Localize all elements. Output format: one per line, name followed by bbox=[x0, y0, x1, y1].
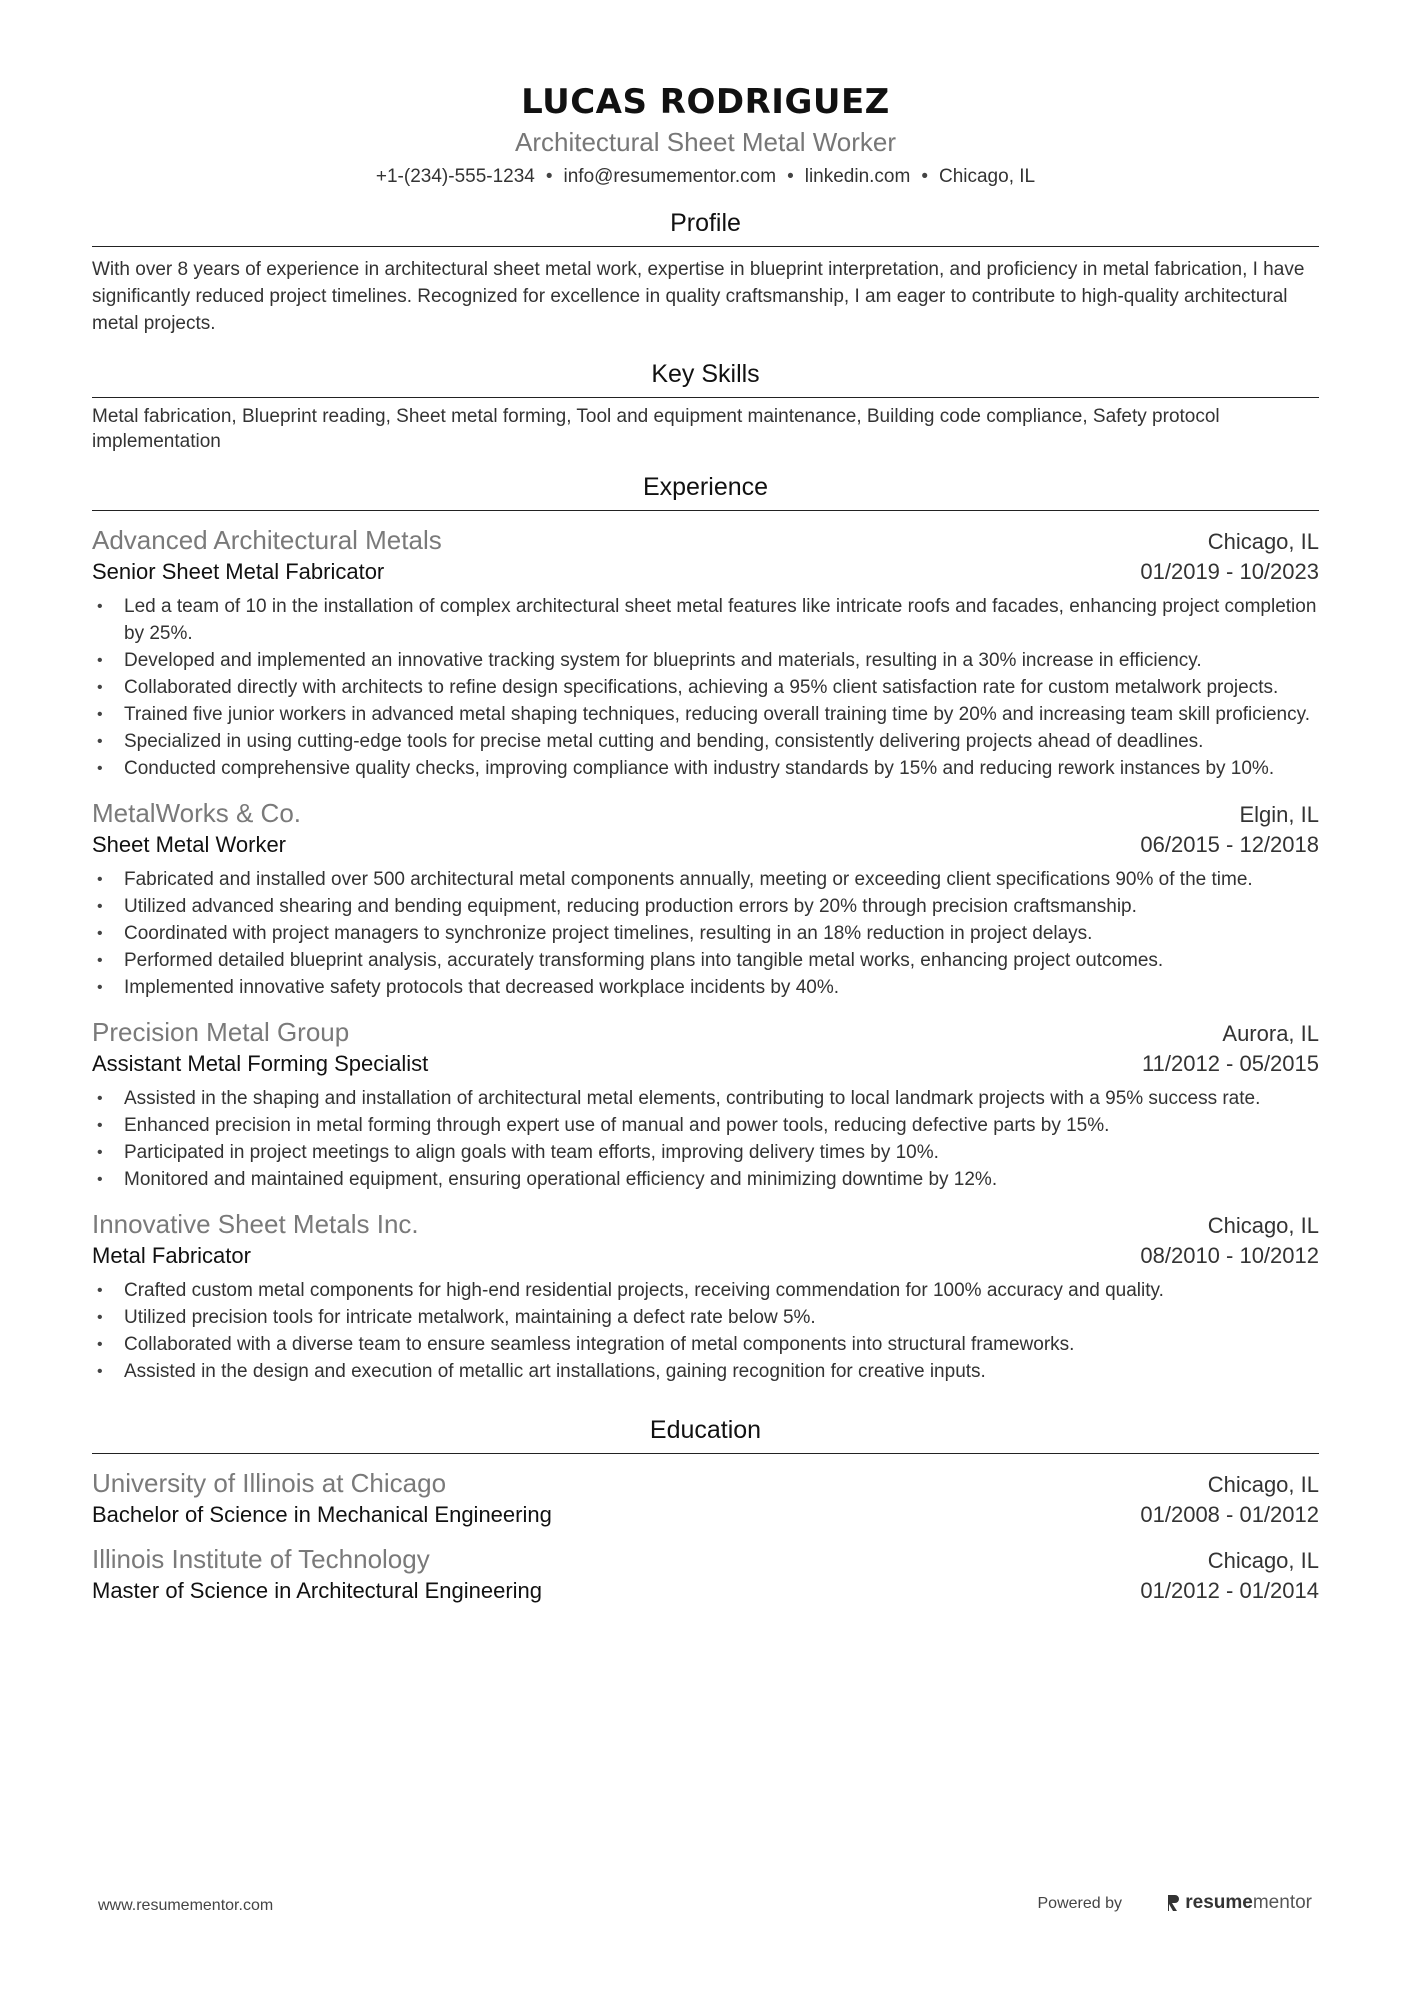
job-role: Sheet Metal Worker bbox=[92, 832, 287, 857]
skills-text: Metal fabrication, Blueprint reading, Sheet metal forming, Tool and equipment maintenance, Building code compliance, Safety protocol implementation bbox=[92, 406, 1220, 452]
phone: +1-(234)-555-1234 bbox=[375, 166, 535, 187]
job-location: Chicago, IL bbox=[1207, 529, 1319, 554]
education-list bbox=[92, 1466, 1319, 1606]
skills-heading: Key Skills bbox=[92, 357, 1319, 398]
experience-list bbox=[92, 523, 1319, 1385]
education-dates: 01/2012 - 01/2014 bbox=[1140, 1578, 1319, 1603]
bullet-item: • Enhanced precision in metal forming through expert use of manual and power tools, reducing defective parts by 15%. bbox=[92, 1112, 1319, 1139]
company-name: Innovative Sheet Metals Inc. bbox=[92, 1209, 419, 1239]
bullet-item: • Specialized in using cutting-edge tools for precise metal cutting and bending, consistently delivering projects ahead of deadlines. bbox=[92, 728, 1319, 755]
brand-bold: resume bbox=[1185, 1892, 1253, 1913]
bullet-item: • Fabricated and installed over 500 architectural metal components annually, meeting or exceeding client specifications 90% of the time. bbox=[92, 866, 1319, 893]
school-name: Illinois Institute of Technology bbox=[92, 1544, 430, 1574]
company-name: Precision Metal Group bbox=[92, 1017, 350, 1047]
bullet-item: • Collaborated directly with architects to refine design specifications, achieving a 95% client satisfaction rate for custom metalwork projects. bbox=[92, 674, 1319, 701]
company-name: MetalWorks & Co. bbox=[92, 798, 302, 828]
bullet-item: • Coordinated with project managers to synchronize project timelines, resulting in an 18% reduction in project delays. bbox=[92, 920, 1319, 947]
candidate-name: LUCAS RODRIGUEZ bbox=[521, 82, 890, 122]
job-title: Architectural Sheet Metal Worker bbox=[515, 127, 896, 157]
bullet-item: • Assisted in the shaping and installation of architectural metal elements, contributing to local landmark projects with a 95% success rate. bbox=[92, 1085, 1319, 1112]
separator-dot: • bbox=[787, 166, 794, 187]
bullet-item: • Utilized precision tools for intricate metalwork, maintaining a defect rate below 5%. bbox=[92, 1304, 1319, 1331]
experience-heading: Experience bbox=[92, 470, 1319, 511]
education-entry bbox=[92, 1542, 1319, 1606]
job-location: Aurora, IL bbox=[1222, 1021, 1319, 1046]
bullet-item: • Trained five junior workers in advanced metal shaping techniques, reducing overall training time by 20% and increasing team skill proficiency. bbox=[92, 701, 1319, 728]
school-name: University of Illinois at Chicago bbox=[92, 1468, 447, 1498]
resume-page bbox=[92, 80, 1319, 1606]
school-location: Chicago, IL bbox=[1207, 1472, 1319, 1497]
degree: Master of Science in Architectural Engineering bbox=[92, 1578, 543, 1603]
job-dates: 11/2012 - 05/2015 bbox=[1142, 1051, 1319, 1076]
bullet-item: • Performed detailed blueprint analysis, accurately transforming plans into tangible metal works, enhancing project outcomes. bbox=[92, 947, 1319, 974]
education-entry bbox=[92, 1466, 1319, 1530]
education-dates: 01/2008 - 01/2012 bbox=[1140, 1502, 1319, 1527]
bullet-item: • Utilized advanced shearing and bending equipment, reducing production errors by 20% through precision craftsmanship. bbox=[92, 893, 1319, 920]
job-role: Senior Sheet Metal Fabricator bbox=[92, 559, 385, 584]
contact-line bbox=[92, 164, 1319, 190]
job-dates: 06/2015 - 12/2018 bbox=[1140, 832, 1319, 857]
bullet-item: • Assisted in the design and execution of metallic art installations, gaining recognition for creative inputs. bbox=[92, 1358, 1319, 1385]
email[interactable]: info@resumementor.com bbox=[563, 166, 777, 187]
bullet-item: • Monitored and maintained equipment, ensuring operational efficiency and minimizing downtime by 12%. bbox=[92, 1166, 1319, 1193]
bullet-item: • Collaborated with a diverse team to ensure seamless integration of metal components into structural frameworks. bbox=[92, 1331, 1319, 1358]
job-bullets bbox=[92, 1277, 1319, 1385]
bullet-item: • Conducted comprehensive quality checks, improving compliance with industry standards by 15% and reducing rework instances by 10%. bbox=[92, 755, 1319, 782]
job-bullets bbox=[92, 1085, 1319, 1193]
bullet-item: • Implemented innovative safety protocols that decreased workplace incidents by 40%. bbox=[92, 974, 1319, 1001]
job-role: Metal Fabricator bbox=[92, 1243, 251, 1268]
linkedin-link[interactable]: linkedin.com bbox=[804, 166, 911, 187]
job-entry bbox=[92, 1207, 1319, 1385]
brand-logo[interactable] bbox=[1166, 1892, 1312, 1914]
location: Chicago, IL bbox=[938, 166, 1036, 187]
bullet-item: • Crafted custom metal components for high-end residential projects, receiving commendation for 100% accuracy and quality. bbox=[92, 1277, 1319, 1304]
footer bbox=[98, 1892, 1312, 1925]
job-entry bbox=[92, 1015, 1319, 1193]
brand-light: mentor bbox=[1252, 1892, 1312, 1913]
education-heading: Education bbox=[92, 1413, 1319, 1454]
job-location: Elgin, IL bbox=[1239, 802, 1319, 827]
job-entry bbox=[92, 796, 1319, 1001]
bullet-item: • Led a team of 10 in the installation of complex architectural sheet metal features like intricate roofs and facades, enhancing project completion by 25%. bbox=[92, 593, 1319, 647]
separator-dot: • bbox=[545, 166, 553, 187]
job-entry bbox=[92, 523, 1319, 782]
resumementor-logo-icon bbox=[1166, 1893, 1180, 1913]
job-bullets bbox=[92, 593, 1319, 782]
school-location: Chicago, IL bbox=[1207, 1548, 1319, 1573]
footer-website[interactable]: www.resumementor.com bbox=[98, 1897, 274, 1914]
job-dates: 08/2010 - 10/2012 bbox=[1140, 1243, 1319, 1268]
degree: Bachelor of Science in Mechanical Engineering bbox=[92, 1502, 552, 1527]
bullet-item: • Developed and implemented an innovative tracking system for blueprints and materials, resulting in a 30% increase in efficiency. bbox=[92, 647, 1319, 674]
separator-dot: • bbox=[921, 166, 928, 187]
powered-by-label: Powered by bbox=[1037, 1895, 1122, 1912]
job-dates: 01/2019 - 10/2023 bbox=[1140, 559, 1319, 584]
job-bullets bbox=[92, 866, 1319, 1001]
company-name: Advanced Architectural Metals bbox=[92, 525, 442, 555]
profile-heading: Profile bbox=[92, 206, 1319, 247]
bullet-item: • Participated in project meetings to align goals with team efforts, improving delivery times by 10%. bbox=[92, 1139, 1319, 1166]
job-location: Chicago, IL bbox=[1207, 1213, 1319, 1238]
profile-text: With over 8 years of experience in architectural sheet metal work, expertise in blueprint interpretation, and proficiency in metal fabrication, I have significantly reduced project timelines. Recognized for excellence in quality craftsmanship, I am eager to contribute to high-quality architectural metal projects. bbox=[92, 259, 1305, 334]
job-role: Assistant Metal Forming Specialist bbox=[92, 1051, 429, 1076]
